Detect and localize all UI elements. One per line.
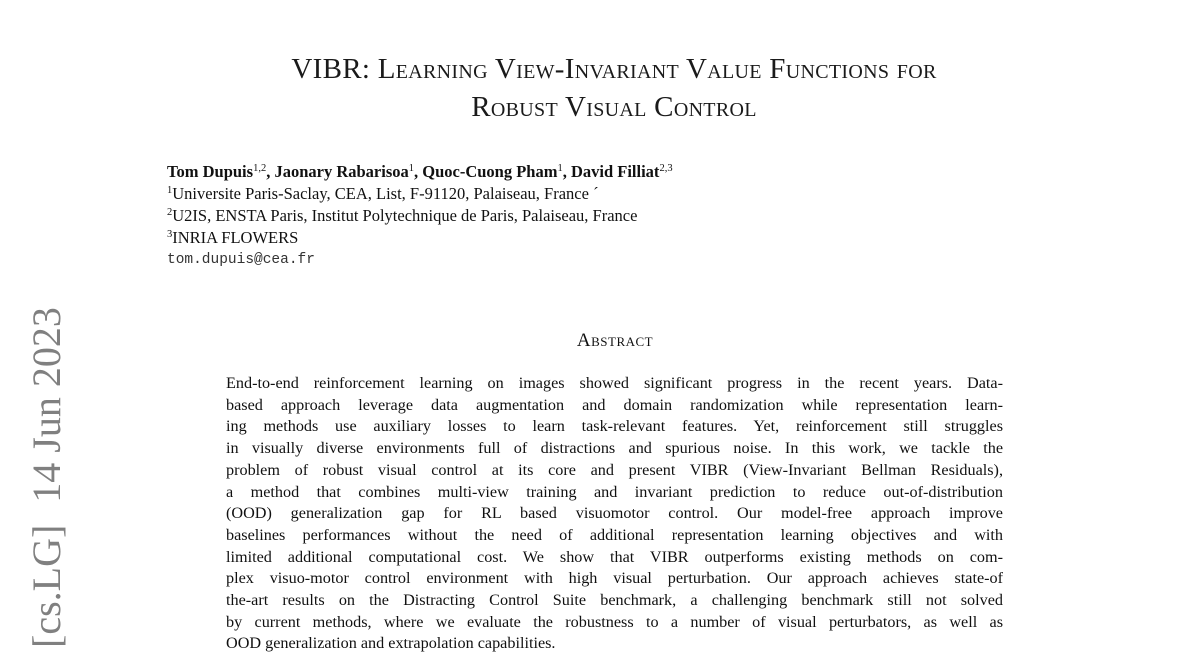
abstract-line: ing methods use auxiliary losses to learn task-relevant features. Yet, reinforcement still struggles [226, 417, 1003, 436]
affiliation-mark: 2 [167, 207, 173, 218]
abstract-line: based approach leverage data augmentation and domain randomization while representation learn- [226, 395, 1003, 414]
abstract-line: OOD generalization and extrapolation capabilities. [226, 634, 556, 653]
author-list: Tom Dupuis$^{1,2}$, Jaonary Rabarisoa$^1$, Quoc-Cuong Pham$^1$, David Filliat$^{2,3}$ [167, 162, 673, 181]
abstract-line: by current methods, where we evaluate the robustness to a number of visual perturbators, as well as [226, 612, 1003, 631]
author-affil-mark: 2,3 [659, 163, 673, 174]
affiliation-line [167, 205, 673, 227]
arxiv-date: 14 Jun 2023 [24, 307, 69, 503]
abstract-heading: Abstract [576, 330, 654, 351]
abstract-line: End-to-end reinforcement learning on images showed significant progress in the recent years. Data- [226, 374, 1003, 392]
author-affil-mark: 1 [557, 163, 563, 174]
paper-title [0, 50, 1200, 126]
abstract-line: problem of robust visual control at its core and present VIBR (View-Invariant Bellman Residuals), [226, 460, 1003, 479]
abstract-body [226, 373, 1003, 655]
author-email[interactable]: tom.dupuis@cea.fr [167, 252, 315, 268]
affiliation-line [167, 183, 673, 205]
abstract-line: baselines performances without the need of additional representation learning objectives and with [226, 525, 1003, 544]
abstract-line: plex visuo-motor control environment with high visual perturbation. Our approach achieves state-of [226, 569, 1003, 588]
affiliation-mark: 1 [167, 185, 173, 196]
affiliation-text: INRIA FLOWERS [172, 228, 299, 247]
affiliation-text: Universite Paris-Saclay, CEA, List, F-91120, Palaiseau, France ´ [172, 184, 599, 203]
affiliation-mark: 3 [167, 229, 173, 240]
abstract-line: a method that combines multi-view training and invariant prediction to reduce out-of-distribution [226, 482, 1003, 501]
author-name: David Filliat [570, 162, 660, 181]
author-affil-mark: 1,2 [253, 163, 267, 174]
author-name: Tom Dupuis [167, 162, 254, 181]
author-affil-mark: 1 [408, 163, 414, 174]
abstract-line: limited additional computational cost. We show that VIBR outperforms existing methods on com- [226, 547, 1003, 566]
arxiv-category: [cs.LG] [24, 524, 69, 648]
author-name: Jaonary Rabarisoa [274, 162, 409, 181]
abstract-line: (OOD) generalization gap for RL based visuomotor control. Our model-free approach improve [226, 504, 1003, 523]
title-line-1: VIBR: Learning View-Invariant Value Functions for [291, 53, 937, 85]
title-line-2: Robust Visual Control [471, 91, 757, 123]
affiliation-text: U2IS, ENSTA Paris, Institut Polytechnique de Paris, Palaiseau, France [172, 206, 638, 225]
abstract-line: in visually diverse environments full of distractions and spurious noise. In this work, we tackle the [226, 439, 1003, 458]
abstract-line: the-art results on the Distracting Control Suite benchmark, a challenging benchmark still not solved [226, 591, 1003, 610]
affiliation-line [167, 227, 673, 249]
author-name: Quoc-Cuong Pham [422, 162, 558, 181]
author-block [167, 161, 673, 271]
